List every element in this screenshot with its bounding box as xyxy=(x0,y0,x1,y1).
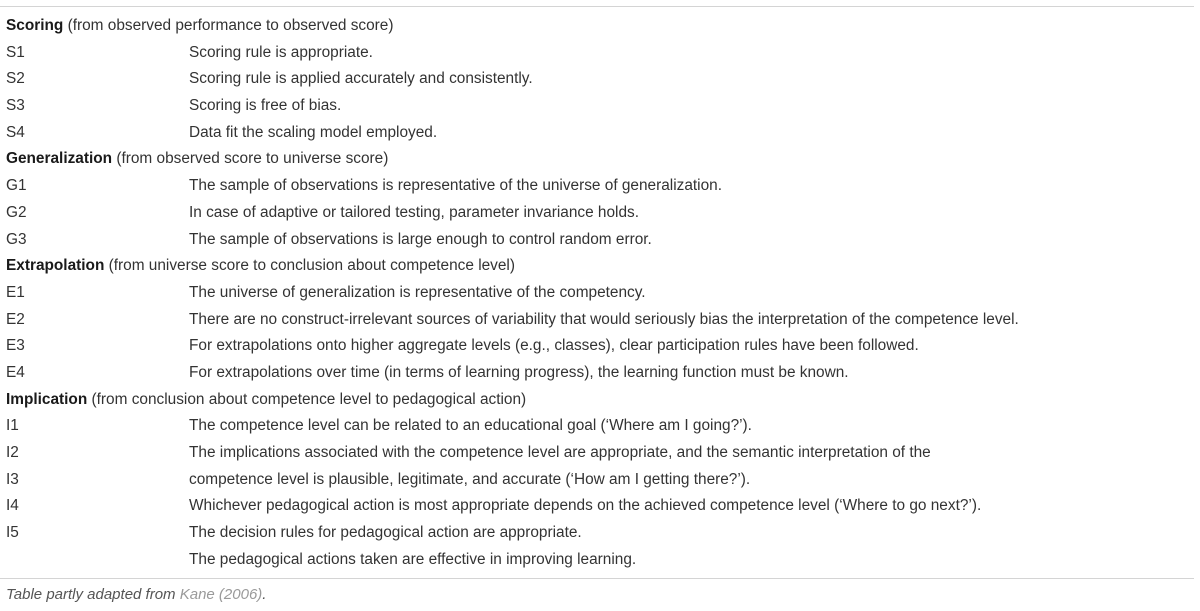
section-header-implication xyxy=(6,387,1194,414)
item-text: In case of adaptive or tailored testing, parameter invariance holds. xyxy=(189,203,640,221)
item-text: competence level is plausible, legitimate, and accurate (‘How am I getting there?’). xyxy=(189,470,751,488)
item-text: Scoring is free of bias. xyxy=(189,97,342,115)
table-row xyxy=(6,227,1194,254)
item-text: Scoring rule is applied accurately and consistently. xyxy=(189,70,533,88)
item-code: G2 xyxy=(6,203,27,221)
item-code: E2 xyxy=(6,310,25,328)
section-description: (from observed score to universe score) xyxy=(116,150,389,168)
item-code: E4 xyxy=(6,363,25,381)
section-title: Scoring xyxy=(6,17,64,34)
table-row xyxy=(6,200,1194,227)
item-text: The sample of observations is representative of the universe of generalization. xyxy=(189,177,722,195)
item-code: I3 xyxy=(6,470,19,488)
item-text: For extrapolations over time (in terms of learning progress), the learning function must be known. xyxy=(189,363,849,381)
item-text: There are no construct-irrelevant sources of variability that would seriously bias the interpretation of the competence level. xyxy=(189,310,1019,328)
item-text: Scoring rule is appropriate. xyxy=(189,43,373,61)
table-row xyxy=(6,547,1194,574)
table-row xyxy=(6,120,1194,147)
item-text: Data fit the scaling model employed. xyxy=(189,123,438,141)
table-row xyxy=(6,307,1194,334)
criteria-table xyxy=(6,13,1194,573)
table-row xyxy=(6,93,1194,120)
item-text: The implications associated with the competence level are appropriate, and the semantic interpretation of the xyxy=(189,444,931,461)
item-code: S1 xyxy=(6,43,25,61)
item-text: The decision rules for pedagogical action are appropriate. xyxy=(189,524,582,542)
item-text: The sample of observations is large enough to control random error. xyxy=(189,230,652,248)
section-description: (from observed performance to observed score) xyxy=(67,17,394,34)
section-title: Extrapolation xyxy=(6,257,105,275)
item-text: The pedagogical actions taken are effective in improving learning. xyxy=(189,550,637,568)
section-description: (from universe score to conclusion about competence level) xyxy=(108,257,515,275)
table-row xyxy=(6,520,1194,547)
footnote-prefix: Table partly adapted from xyxy=(6,586,180,603)
item-text: Whichever pedagogical action is most appropriate depends on the achieved competence level (‘Where to go next?’). xyxy=(189,497,982,515)
item-code: I4 xyxy=(6,497,19,515)
item-code: E1 xyxy=(6,283,25,301)
table-row xyxy=(6,467,1194,494)
item-code: G1 xyxy=(6,177,27,195)
item-code: G3 xyxy=(6,230,27,248)
item-code: S4 xyxy=(6,123,25,141)
section-header-scoring xyxy=(6,13,1194,40)
table-row xyxy=(6,280,1194,307)
table-row xyxy=(6,413,1194,440)
table-footnote xyxy=(6,584,266,606)
table-row xyxy=(6,440,1194,467)
item-code: I1 xyxy=(6,417,19,435)
item-text: For extrapolations onto higher aggregate levels (e.g., classes), clear participation rules have been followed. xyxy=(189,337,919,355)
section-title: Implication xyxy=(6,390,88,408)
table-row xyxy=(6,360,1194,387)
item-code: S2 xyxy=(6,70,25,88)
footnote-suffix: . xyxy=(262,586,267,603)
table-row xyxy=(6,333,1194,360)
kane-2006-reference-link[interactable]: Kane (2006) xyxy=(179,586,263,603)
table-row xyxy=(6,40,1194,67)
item-code: E3 xyxy=(6,337,25,355)
item-code: I2 xyxy=(6,444,19,461)
item-code: I5 xyxy=(6,524,19,542)
table-bottom-rule xyxy=(0,578,1194,579)
section-header-extrapolation xyxy=(6,253,1194,280)
section-description: (from conclusion about competence level to pedagogical action) xyxy=(91,390,527,408)
table-row xyxy=(6,493,1194,520)
item-text: The universe of generalization is representative of the competency. xyxy=(189,283,646,301)
table-row xyxy=(6,173,1194,200)
item-text: The competence level can be related to an educational goal (‘Where am I going?’). xyxy=(189,417,752,435)
section-header-generalization xyxy=(6,146,1194,173)
item-code: S3 xyxy=(6,97,25,115)
section-title: Generalization xyxy=(6,150,113,168)
table-row xyxy=(6,66,1194,93)
table-top-rule xyxy=(0,6,1194,7)
